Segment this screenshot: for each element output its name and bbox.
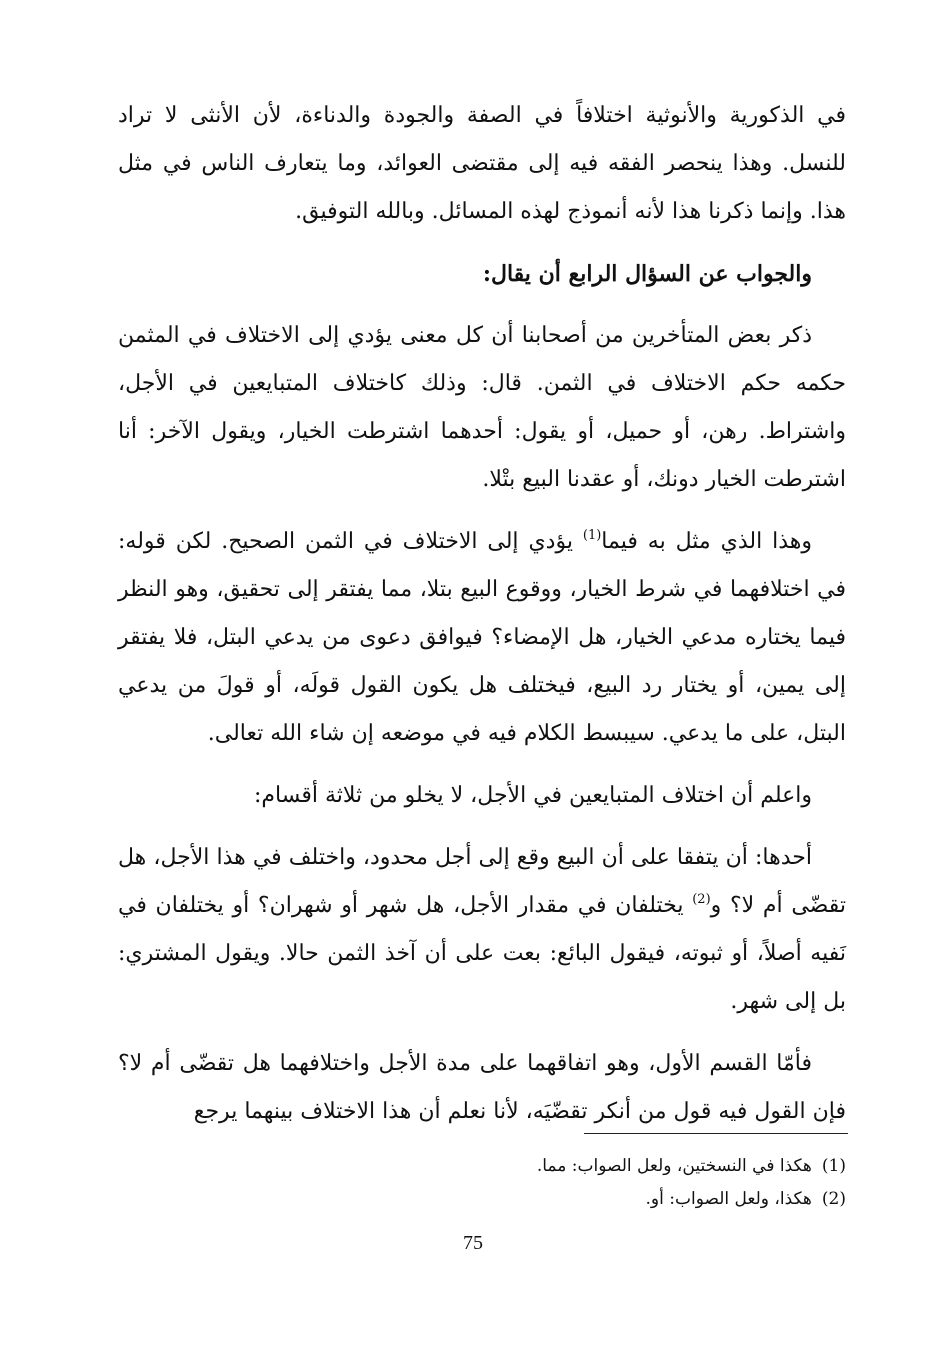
paragraph-6: فأمّا القسم الأول، وهو اتفاقهما على مدة الأجل واختلافهما هل تقضّى أم لا؟ فإن القول فيه قول من أنكر تقضّيَه، لأنا نعلم أن هذا الاختلاف بينهما يرجع [118, 1051, 846, 1124]
footnote-1-text: هكذا في النسختين، ولعل الصواب: مما. [536, 1156, 812, 1176]
paragraph-2: ذكر بعض المتأخرين من أصحابنا أن كل معنى يؤدي إلى الاختلاف في المثمن حكمه حكم الاختلاف في الثمن. قال: وذلك كاختلاف المتبايعين في الأجل، واشتراط. رهن، أو حميل، أو يقول: أحدهما اشترطت الخيار، ويقول الآخر: أنا اشترطت الخيار دونك، أو عقدنا البيع بتْلا. [118, 323, 846, 492]
paragraph-3 [118, 518, 846, 758]
footnote-2-number: (2) [821, 1189, 846, 1209]
footnote-1 [300, 1150, 846, 1183]
page-number: 75 [463, 1232, 483, 1254]
footnotes [300, 1150, 846, 1216]
paragraph-5-start: أحدها: أن يتفقا على أن البيع وقع إلى أجل محدود، واختلف في هذا الأجل، هل تقضّى أم لا؟ و [118, 845, 846, 918]
main-text [118, 92, 846, 1150]
section-heading: والجواب عن السؤال الرابع أن يقال: [482, 261, 812, 287]
footnote-ref-2: (2) [692, 892, 711, 907]
paragraph-5 [118, 834, 846, 1026]
footnote-divider [584, 1133, 848, 1134]
paragraph-3-start: وهذا الذي مثل به فيما [601, 529, 812, 554]
footnote-ref-1: (1) [582, 528, 602, 543]
footnote-2 [300, 1183, 846, 1216]
footnote-2-text: هكذا، ولعل الصواب: أو. [645, 1189, 812, 1209]
paragraph-4: واعلم أن اختلاف المتبايعين في الأجل، لا يخلو من ثلاثة أقسام: [254, 783, 812, 808]
footnote-1-number: (1) [821, 1156, 846, 1176]
paragraph-5-rest: يختلفان في مقدار الأجل، هل شهر أو شهران؟ أو يختلفان في نَفيه أصلاً، أو ثبوته، فيقول البائع: بعت على أن آخذ الثمن حالا. ويقول المشتري: بل إلى شهر. [118, 893, 846, 1014]
paragraph-1: في الذكورية والأنوثية اختلافاً في الصفة والجودة والدناءة، لأن الأنثى لا تراد للنسل. وهذا ينحصر الفقه فيه إلى مقتضى العوائد، وما يتعارف الناس في مثل هذا. وإنما ذكرنا هذا لأنه أنموذج لهذه المسائل. وبالله التوفيق. [118, 103, 846, 224]
paragraph-3-rest: يؤدي إلى الاختلاف في الثمن الصحيح. لكن قوله: في اختلافهما في شرط الخيار، ووقوع البيع بتلا، مما يفتقر إلى تحقيق، وهو النظر فيما يختاره مدعي الخيار، هل الإمضاء؟ فيوافق دعوى من يدعي البتل، فلا يفتقر إلى يمين، أو يختار رد البيع، فيختلف هل يكون القول قولَه، أو قولَ من يدعي البتل، على ما يدعي. سيبسط الكلام فيه في موضعه إن شاء الله تعالى. [118, 529, 846, 746]
